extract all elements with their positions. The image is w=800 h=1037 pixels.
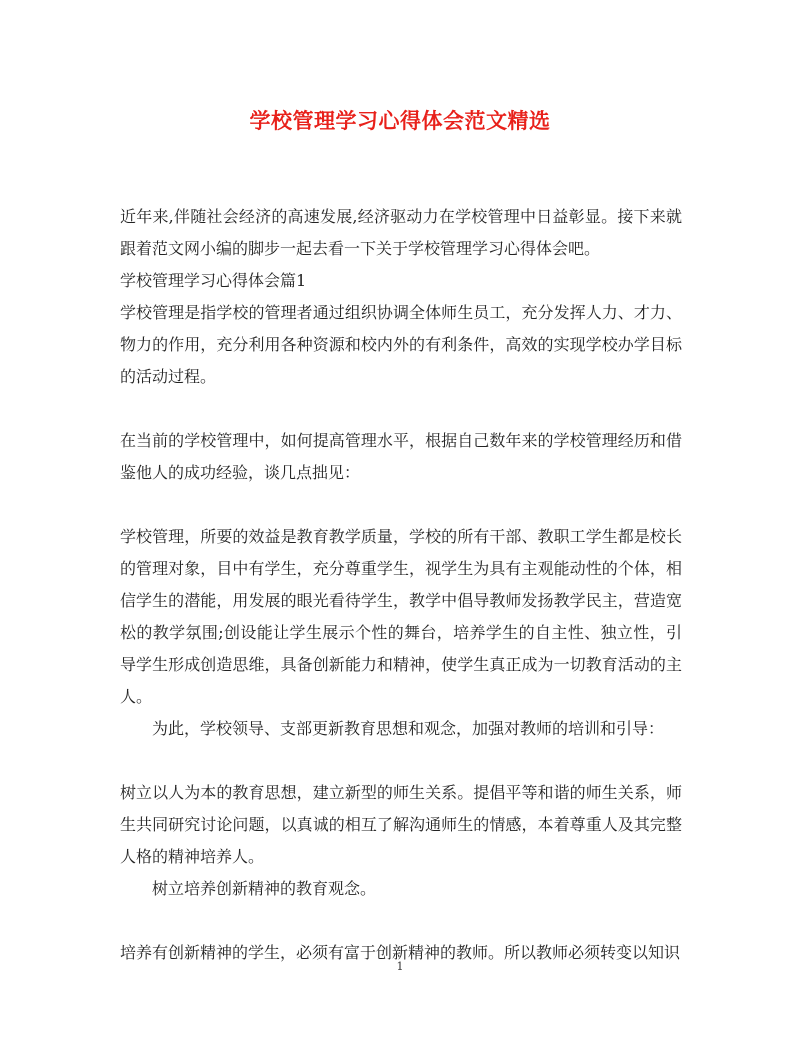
paragraph-intro: 近年来,伴随社会经济的高速发展,经济驱动力在学校管理中日益彰显。接下来就跟着范文网小编的脚步一起去看一下关于学校管理学习心得体会吧。 xyxy=(120,207,682,258)
document-title: 学校管理学习心得体会范文精选 xyxy=(249,108,551,133)
paragraph-definition: 学校管理是指学校的管理者通过组织协调全体师生员工，充分发挥人力、才力、物力的作用，充分利用各种资源和校内外的有利条件，高效的实现学校办学目标的活动过程。 xyxy=(120,303,682,386)
page-number: 1 xyxy=(396,960,404,973)
paragraph-leadership: 为此，学校领导、支部更新教育思想和观念，加强对教师的培训和引导： xyxy=(152,719,665,738)
section-heading: 学校管理学习心得体会篇1 xyxy=(120,271,307,290)
document-body xyxy=(120,201,682,969)
paragraph-innovation-concept: 树立培养创新精神的教育观念。 xyxy=(152,879,377,898)
paragraph-efficiency: 学校管理，所要的效益是教育教学质量，学校的所有干部、教职工学生都是校长的管理对象，目中有学生，充分尊重学生，视学生为具有主观能动性的个体，相信学生的潜能，用发展的眼光看待学生，教学中倡导教师发扬教学民主，营造宽松的教学氛围;创设能让学生展示个性的舞台，培养学生的自主性、独立性，引导学生形成创造思维，具备创新能力和精神，使学生真正成为一切教育活动的主人。 xyxy=(120,527,682,706)
paragraph-innovative-teachers: 培养有创新精神的学生，必须有富于创新精神的教师。所以教师必须转变以知识 xyxy=(120,943,681,962)
paragraph-people-oriented: 树立以人为本的教育思想，建立新型的师生关系。提倡平等和谐的师生关系，师生共同研究讨论问题，以真诚的相互了解沟通师生的情感，本着尊重人及其完整人格的精神培养人。 xyxy=(120,783,682,866)
paragraph-current-management: 在当前的学校管理中，如何提高管理水平，根据自己数年来的学校管理经历和借鉴他人的成功经验，谈几点拙见： xyxy=(120,431,682,482)
